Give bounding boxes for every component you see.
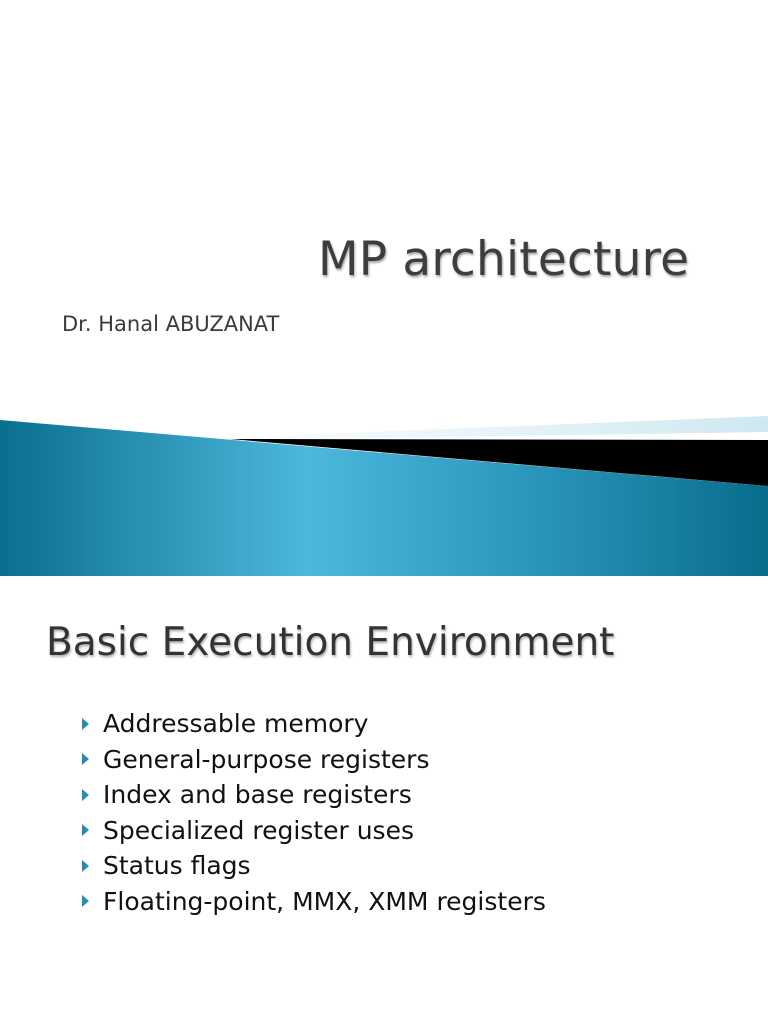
bullet-text: General-purpose registers (103, 744, 430, 774)
slide-heading: Basic Execution Environment (46, 620, 615, 665)
triangle-bullet-icon (82, 753, 89, 765)
slide-title: MP architecture (318, 232, 690, 287)
bullet-text: Index and base registers (103, 780, 412, 810)
list-item (80, 813, 546, 849)
triangle-bullet-icon (82, 895, 89, 907)
bullet-text: Specialized register uses (103, 815, 414, 845)
triangle-bullet-icon (82, 789, 89, 801)
bullet-text: Floating-point, MMX, XMM registers (103, 886, 546, 916)
bullet-list (80, 706, 546, 919)
slide-subtitle: Dr. Hanal ABUZANAT (62, 312, 280, 336)
triangle-bullet-icon (82, 824, 89, 836)
list-item (80, 742, 546, 778)
bullet-text: Addressable memory (103, 709, 369, 739)
triangle-bullet-icon (82, 860, 89, 872)
list-item (80, 848, 546, 884)
list-item (80, 777, 546, 813)
list-item (80, 884, 546, 920)
decorative-banner (0, 410, 768, 576)
list-item (80, 706, 546, 742)
content-slide (0, 576, 768, 1024)
banner-pale-band (220, 416, 768, 440)
bullet-text: Status flags (103, 851, 251, 881)
triangle-bullet-icon (82, 718, 89, 730)
